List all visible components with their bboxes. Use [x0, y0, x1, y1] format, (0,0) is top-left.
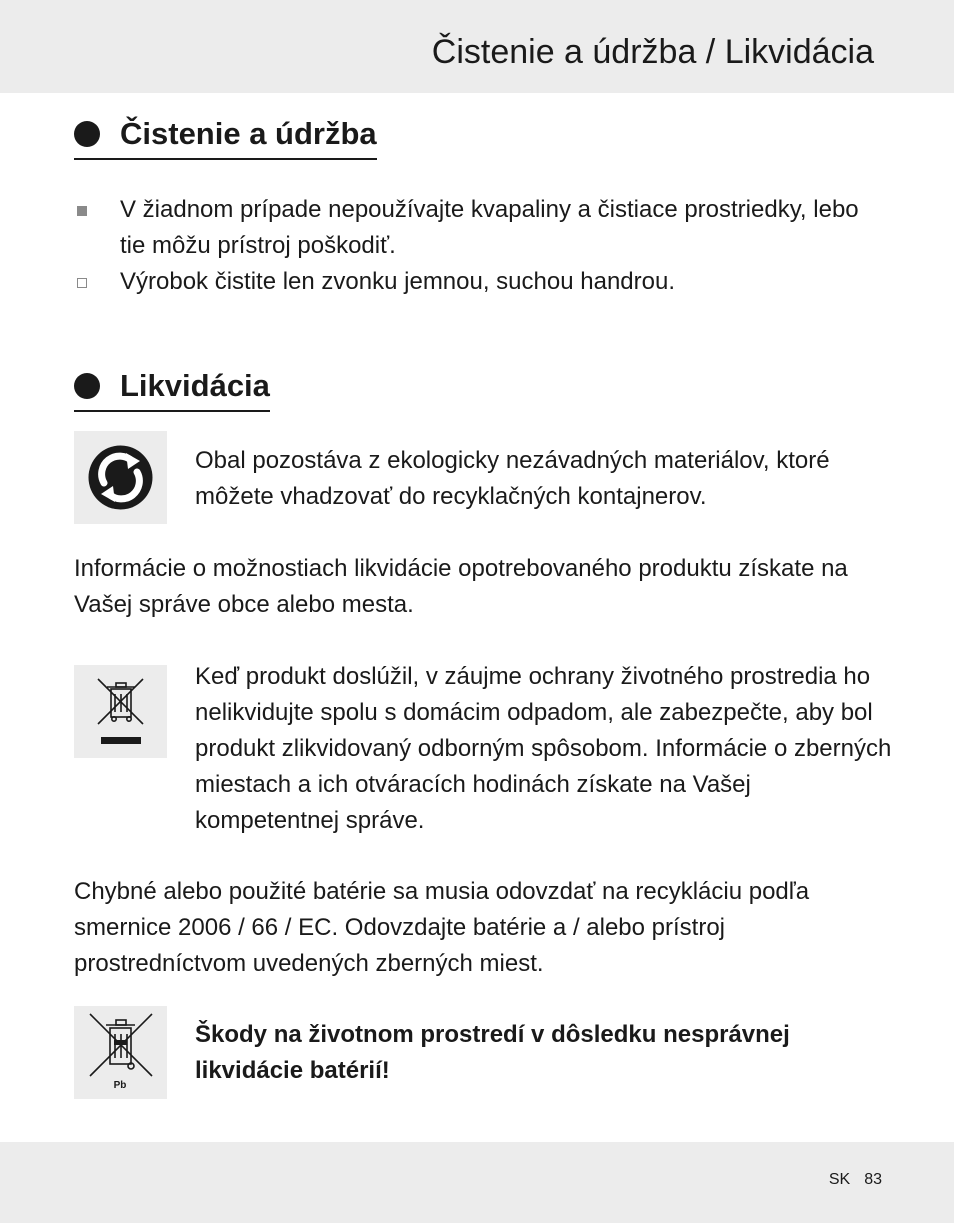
language-code: SK	[828, 1171, 851, 1188]
cleaning-instructions-list	[74, 192, 884, 300]
section-heading-text: Likvidácia	[120, 368, 270, 403]
disposal-info-text: Informácie o možnostiach likvidácie opotrebovaného produktu získate na Vašej správe obce alebo mesta.	[74, 555, 848, 618]
list-item-text: Výrobok čistite len zvonku jemnou, suchou handrou.	[120, 268, 675, 295]
hollow-square-icon	[77, 278, 87, 288]
section-heading-cleaning	[74, 114, 377, 160]
page-footer	[0, 1142, 954, 1223]
crossed-out-battery-bin-icon	[74, 1006, 167, 1099]
section-heading-text: Čistenie a údržba	[120, 116, 377, 151]
section-heading-disposal	[74, 366, 270, 412]
battery-warning-text: Škody na životnom prostredí v dôsledku nesprávnej likvidácie batérií!	[195, 1021, 790, 1084]
list-item	[74, 192, 884, 264]
weee-disposal-text: Keď produkt doslúžil, v záujme ochrany životného prostredia ho nelikvidujte spolu s domácim odpadom, ale zabezpečte, aby bol produkt zlikvidovaný odborným spôsobom. Informácie o zberných miestach a ich otváracích hodinách získate na Vašej kompetentnej správe.	[195, 663, 892, 834]
page-number	[829, 1170, 882, 1190]
heading-bullet-icon	[74, 121, 100, 147]
crossed-out-wheelie-bin-icon	[74, 665, 167, 758]
battery-disposal-text: Chybné alebo použité batérie sa musia odovzdať na recykláciu podľa smernice 2006 / 66 / EC. Odovzdajte batérie a / alebo prístroj prostredníctvom uvedených zberných miest.	[74, 878, 810, 977]
page-number-value: 83	[864, 1171, 882, 1188]
battery-icon-label: Pb	[113, 1080, 127, 1091]
packaging-disposal-text: Obal pozostáva z ekologicky nezávadných materiálov, ktoré môžete vhadzovať do recyklačných kontajnerov.	[195, 447, 830, 510]
filled-square-icon	[77, 206, 87, 216]
page-title: Čistenie a údržba / Likvidácia	[431, 33, 874, 71]
green-dot-recycling-icon	[74, 431, 167, 524]
list-item-text: V žiadnom prípade nepoužívajte kvapaliny a čistiace prostriedky, lebo tie môžu prístroj poškodiť.	[120, 196, 859, 259]
heading-bullet-icon	[74, 373, 100, 399]
list-item	[74, 264, 884, 300]
